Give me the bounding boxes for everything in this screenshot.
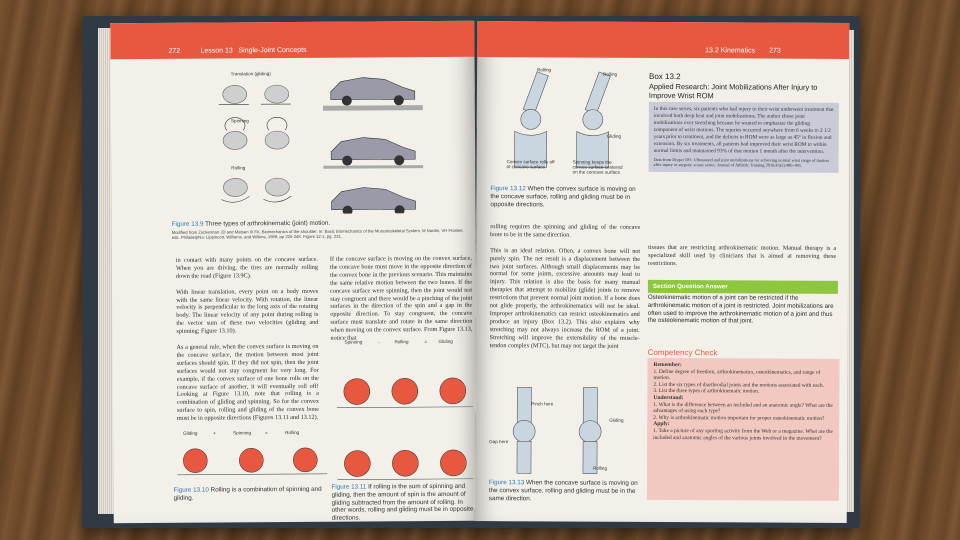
fig11-label-rolling: Rolling [394,339,409,345]
fig-13-11-num: Figure 13.11 [331,483,367,491]
joint-motion-diagram [207,74,308,215]
fig-13-13-text: When the concave surface is moving on the convex surface, rolling and gliding must be in the same direction. [488,479,638,502]
box-content [649,102,839,173]
competency-check-title: Competency Check [647,347,718,358]
fig-13-10-text: Rolling is a combination of spinning and gliding. [173,485,322,502]
page-number-left: 272 [168,47,181,55]
car-illustrations [323,63,424,214]
section-title: 13.2 Kinematics [705,47,755,55]
fig-13-9-num: Figure 13.9 [171,220,204,228]
left-header [110,21,474,60]
fig-13-12-caption [490,185,640,209]
left-page [110,21,477,524]
fig13-gliding: Gliding [609,417,624,423]
fig-13-12-text: When the convex surface is moving on the concave surface, rolling and gliding must be in opposite directions. [490,185,636,208]
fig12-convex-note: Convex surface rolls off of concave surface [506,159,555,170]
fig-13-10-diagram [177,440,327,481]
left-col1-text: in contact with many points on the concave surface. When you are driving, the tires are normally rolling down the road (Figure 13.9C). With linear translation, every point on a body moves with the same linear velocity. With rotation, the linear velocity is perpendicular to the long axis of the rotating body. The linear velocity of any point during rolling is the vector sum of these two velocities (gliding and spinning; Figure 13.10). As a general rule, when the convex surface is moving on the concave surface, the motion between most joint surfaces should spin. If they did not spin, then the joint surfaces would not stay congruent for very long. For example, if the convex surface of one bone rolls on the concave surface of another, it will eventually roll off! Looking at Figure 13.10, note that rolling is a combination of gliding and spinning. So for the convex surface to spin, rolling and gliding of the convex bone must be in opposite directions (Figures 13.11 and 13.12). [175,255,319,422]
fig10-equals: = [265,430,268,436]
fig11-label-spinning: Spinning [344,339,363,345]
fig12-rolling-1: Rolling [537,67,552,73]
label-rolling: Rolling [231,165,246,171]
fig-13-13-caption [489,479,639,503]
cc-understand-1: 1. What is the difference between an included and an anatomic angle? What are the advantages of using each type? [653,401,833,415]
fig12-spin-note: Spinning keeps the convex surface centered on the concave surface [572,159,623,175]
right-page [475,21,850,523]
fig-13-9-text: Three types of arthrokinematic (joint) motion. [205,219,331,228]
lesson-title: Single-Joint Concepts [238,46,307,55]
section-question-answer-label: Section Question Answer [648,280,838,294]
fig-13-12-num: Figure 13.12 [490,185,526,193]
fig-13-10-caption [173,486,323,503]
cc-remember-3: 3. List the three types of arthrokinematic motion. [653,388,760,395]
fig10-plus: + [213,430,216,436]
right-col2-text: tissues that are restricting arthrokinematic motion. Manual therapy is a specialized skill used by clinicians that is aimed at removing these restrictions. [648,243,837,267]
lesson-number: Lesson 13 [200,47,233,55]
fig-13-10-num: Figure 13.10 [173,486,209,494]
fig12-gliding: Gliding [606,133,622,139]
box-source: Data from Draper DO. Ultrasound and joint mobilizations for achieving normal wrist range of motion after injury or surgery: a case series. Journal of Athletic Training 2010;45(5):486–491. [653,156,829,169]
cc-remember-1: 1. Define degree of freedom, arthrokinematics, osteokinematics, and range of motion. [653,368,821,382]
fig10-label-rolling: Rolling [285,429,300,436]
fig13-gap: Gap here [489,439,509,445]
fig11-minus: - [378,339,381,345]
fig-13-11-diagram [337,347,474,484]
cc-remember-2: 2. List the six types of diarthrodial joints and the motions associated with each. [653,381,824,389]
box-title: Applied Research: Joint Mobilizations After Injury to Improve Wrist ROM [648,81,818,101]
fig-13-9-credit: Modified from Zuckerman JD and Matsen III FA. Biomechanics of the shoulder. In: Basic Biomechanics of the Musculoskeletal System, M Nordin, VH Frankel, eds. Philadelphia: Lippincott, Williams, and Wilkins, 1989, pp 225-248. Figure 12-1, pg. 231. [171,227,464,241]
cc-understand: Understand: [653,394,684,402]
label-spinning: Spinning [230,118,249,124]
fig-13-11-text: If rolling is the sum of spinning and gliding, then the amount of spin is the amount of gliding subtracted from the amount of rolling. In other words, rolling and gliding must be in opposite directions. [331,482,474,522]
right-header [477,21,849,59]
box-number: Box 13.2 [649,71,681,82]
fig10-label-gliding: Gliding [183,430,198,436]
cc-remember: Remember: [653,361,682,369]
section-question-answer-text: Osteokinematic motion of a joint can be restricted if the arthrokinematic motion of a joint is restricted. Joint mobilizations are often used to improve the arthrokinematic motion of a joint and thus the osteokinematic motion of that joint. [647,293,834,325]
fig13-pinch: Pinch here [531,401,554,407]
label-translation: Translation (gliding) [230,71,271,77]
box-text: In this case series, six patients who had injury to their wrist underwent treatment that involved both deep heat and joint mobilizations. The author chose joint mobilizations over stretching because he wanted to emphasize the gliding component of wrist motions. The injuries occurred anywhere from 6 weeks to 2 1/2 years prior to treatment, and the deficits in ROM were as large as 45° in flexion and extension. By six treatments, all patients had improved their wrist ROM to within normal limits and maintained 93% of that motion 1 month after the intervention. [653,105,834,155]
fig11-equals: = [424,339,428,345]
cc-apply: Apply: [653,421,670,428]
fig11-label-gliding: Gliding [438,338,453,344]
fig12-rolling-2: Rolling [603,71,618,77]
page-number-right: 273 [769,47,781,55]
fig-13-11-caption [331,483,475,523]
left-col2-text: If the concave surface is moving on the convex surface, the concave bone must move in the opposite direction of the convex bone in the previous scenario. This maintains the same relative motion between the two bones. If the concave surface were spinning, then the joint would not stay congruent and there would be a pinching of the joint surfaces in the direction of the spin and a gap in the opposite direction. To stay congruent, the concave surface must translate and rotate in the same direction when moving on the convex surface. From Figure 13.13, notice that [329,254,473,342]
cc-understand-2: 2. Why is arthrokinematic motion important for proper osteokinematic motion? [653,414,825,422]
right-col1-text: rolling requires the spinning and gliding of the concave bone to be in the same direction. This is an ideal relation. Often, a convex bone will not purely spin. The net result is a displacement between the two joint surfaces. Although small displacements may be normal for some joints, excessive amounts may lead to injury. This relation is also the basis for many manual therapies that attempt to mobilize (glide) joints to remove restrictions that prevent normal joint motion. If a bone does not glide properly, the arthrokinematics will not be ideal. Improper arthrokinematics can restrict osteokinematics and produce an injury (Box 13.2). This also explains why stretching may not always increase the ROM of a joint. Stretching will improve the extensibility of the muscle-tendon complex (MTC), but may not target the joint [489,223,641,350]
fig13-rolling: Rolling [592,465,608,471]
cc-apply-1: 1. Take a picture of any sporting activity from the Web or a magazine. What are the included and anatomic angles of the various joints involved in the movement? [653,427,833,442]
fig10-label-spinning: Spinning [233,430,252,436]
fig-13-13-num: Figure 13.13 [488,479,525,487]
competency-check-box [647,358,840,501]
fig-13-13-diagram [495,383,635,476]
